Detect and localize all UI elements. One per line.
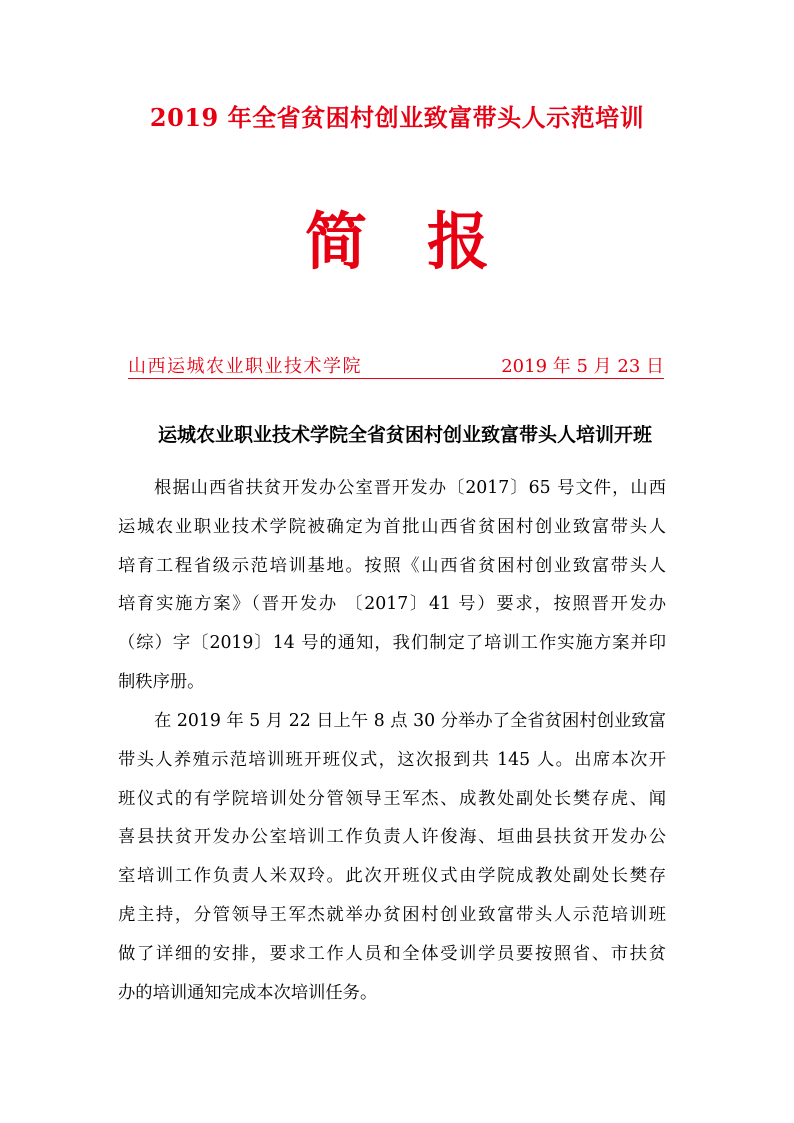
paragraph-line: 制秩序册。 xyxy=(118,671,205,692)
paragraph-line: 室培训工作负责人米双玲。此次开班仪式由学院成教处副处长樊存 xyxy=(118,866,666,887)
paragraph-line: 做了详细的安排，要求工作人员和全体受训学员要按照省、市扶贫 xyxy=(118,943,666,964)
article-paragraph-1 xyxy=(118,469,666,702)
paragraph-line: 带头人养殖示范培训班开班仪式，这次报到共 145 人。出席本次开 xyxy=(118,749,666,770)
paragraph-line: （综）字〔2019〕14 号的通知，我们制定了培训工作实施方案并印 xyxy=(118,633,666,654)
article-paragraph-2 xyxy=(118,702,666,1012)
issuer-date-row xyxy=(128,352,664,379)
issue-date: 2019 年 5 月 23 日 xyxy=(501,356,664,377)
paragraph-line: 在 2019 年 5 月 22 日上午 8 点 30 分举办了全省贫困村创业致富 xyxy=(154,711,666,731)
banner-title: 2019 年全省贫困村创业致富带头人示范培训 xyxy=(149,103,645,132)
paragraph-line: 运城农业职业技术学院被确定为首批山西省贫困村创业致富带头人 xyxy=(118,516,666,537)
paragraph-line: 办的培训通知完成本次培训任务。 xyxy=(118,982,378,1003)
article-title: 运城农业职业技术学院全省贫困村创业致富带头人培训开班 xyxy=(157,424,652,446)
paragraph-line: 培育工程省级示范培训基地。按照《山西省贫困村创业致富带头人 xyxy=(118,555,666,576)
paragraph-line: 根据山西省扶贫开发办公室晋开发办〔2017〕65 号文件，山西 xyxy=(154,478,666,498)
bulletin-heading-char-1: 简 xyxy=(304,205,367,278)
paragraph-line: 喜县扶贫开发办公室培训工作负责人许俊海、垣曲县扶贫开发办公 xyxy=(118,827,666,848)
issuing-organization: 山西运城农业职业技术学院 xyxy=(128,356,362,377)
paragraph-line: 培育实施方案》（晋开发办 〔2017〕41 号）要求，按照晋开发办 xyxy=(118,594,666,615)
paragraph-line: 班仪式的有学院培训处分管领导王军杰、成教处副处长樊存虎、闻 xyxy=(118,788,666,809)
bulletin-heading-char-2: 报 xyxy=(427,205,490,278)
bulletin-heading xyxy=(0,192,794,281)
paragraph-line: 虎主持，分管领导王军杰就举办贫困村创业致富带头人示范培训班 xyxy=(118,904,666,925)
